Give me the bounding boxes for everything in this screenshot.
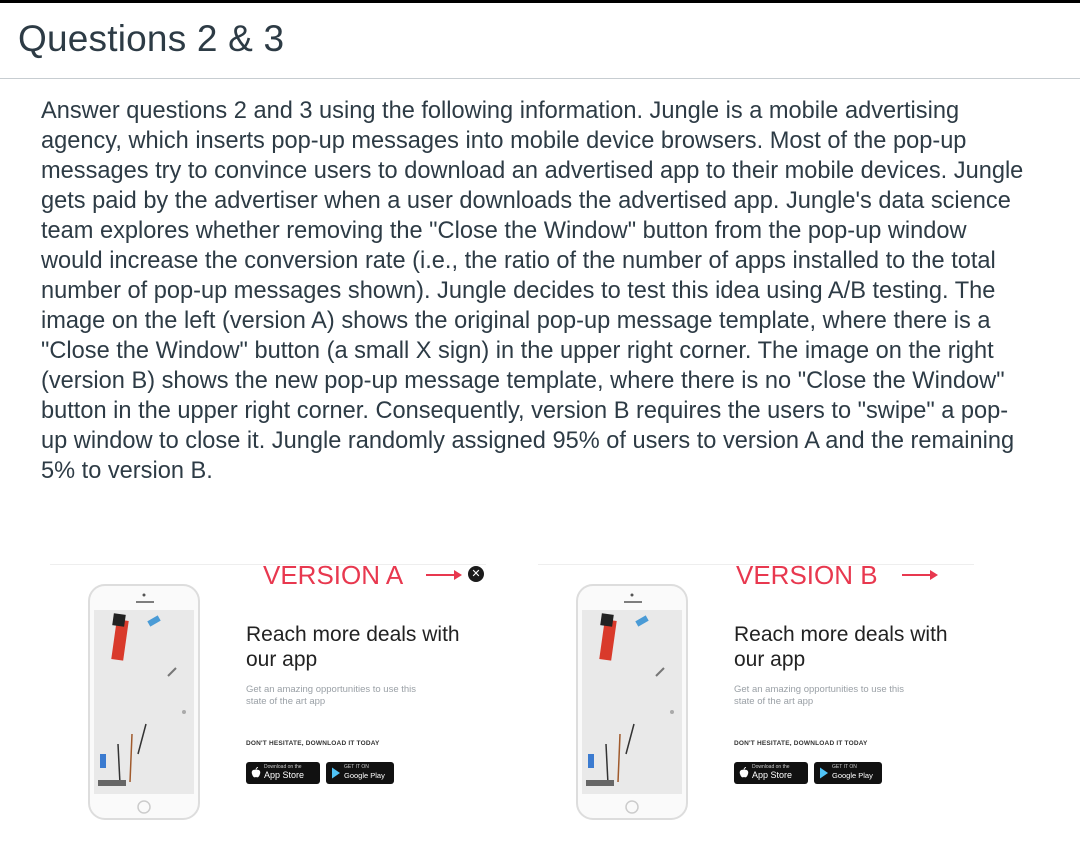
app-store-small-label: Download on the — [752, 764, 790, 770]
arrow-right-icon — [900, 566, 940, 584]
google-play-small-label: GET IT ON — [344, 764, 369, 770]
popup-headline: Reach more deals with our app — [734, 623, 948, 671]
version-b-label: VERSION B — [736, 560, 878, 590]
page-title: Questions 2 & 3 — [18, 18, 285, 59]
version-b-panel — [538, 560, 978, 840]
popup-headline: Reach more deals with our app — [246, 623, 460, 671]
popup-cta: DON'T HESITATE, DOWNLOAD IT TODAY — [734, 740, 868, 747]
app-store-button[interactable] — [246, 762, 320, 784]
title-divider — [0, 78, 1080, 79]
app-store-small-label: Download on the — [264, 764, 302, 770]
phone-mockup-icon — [576, 584, 688, 820]
google-play-button[interactable] — [814, 762, 882, 784]
popup-cta: DON'T HESITATE, DOWNLOAD IT TODAY — [246, 740, 380, 747]
arrow-right-icon — [424, 566, 464, 584]
google-play-icon — [331, 767, 341, 779]
google-play-small-label: GET IT ON — [832, 764, 857, 770]
app-store-label: App Store — [264, 770, 305, 780]
apple-icon — [739, 767, 749, 779]
app-store-label: App Store — [752, 770, 793, 780]
google-play-label: Google Play — [832, 771, 873, 780]
google-play-icon — [819, 767, 829, 779]
close-icon[interactable]: ✕ — [468, 566, 484, 582]
version-a-label: VERSION A — [263, 560, 404, 590]
google-play-label: Google Play — [344, 771, 385, 780]
phone-mockup-icon — [88, 584, 200, 820]
google-play-button[interactable] — [326, 762, 394, 784]
question-text: Answer questions 2 and 3 using the following information. Jungle is a mobile advertising agency, which inserts pop-up messages into mobile device browsers. Most of the pop-up messages try to convince users to download an advertised app to their mobile devices. Jungle gets paid by the advertiser when a user downloads the advertised app. Jungle's data science team explores whether removing the "Close the Window" button from the pop-up window would increase the conversion rate (i.e., the ratio of the number of apps installed to the total number of pop-up messages shown). Jungle decides to test this idea using A/B testing. The image on the left (version A) shows the original pop-up message template, where there is a "Close the Window" button (a small X sign) in the upper right corner. The image on the right (version B) shows the new pop-up message template, where there is no "Close the Window" button in the upper right corner. Consequently, version B requires the users to "swipe" a pop-up window to close it. Jungle randomly assigned 95% of users to version A and the remaining 5% to version B. — [41, 98, 1024, 484]
version-a-panel — [50, 560, 490, 840]
apple-icon — [251, 767, 261, 779]
top-border — [0, 0, 1080, 3]
popup-subtext: Get an amazing opportunities to use this state of the art app — [246, 684, 417, 707]
app-store-button[interactable] — [734, 762, 808, 784]
popup-subtext: Get an amazing opportunities to use this state of the art app — [734, 684, 905, 707]
